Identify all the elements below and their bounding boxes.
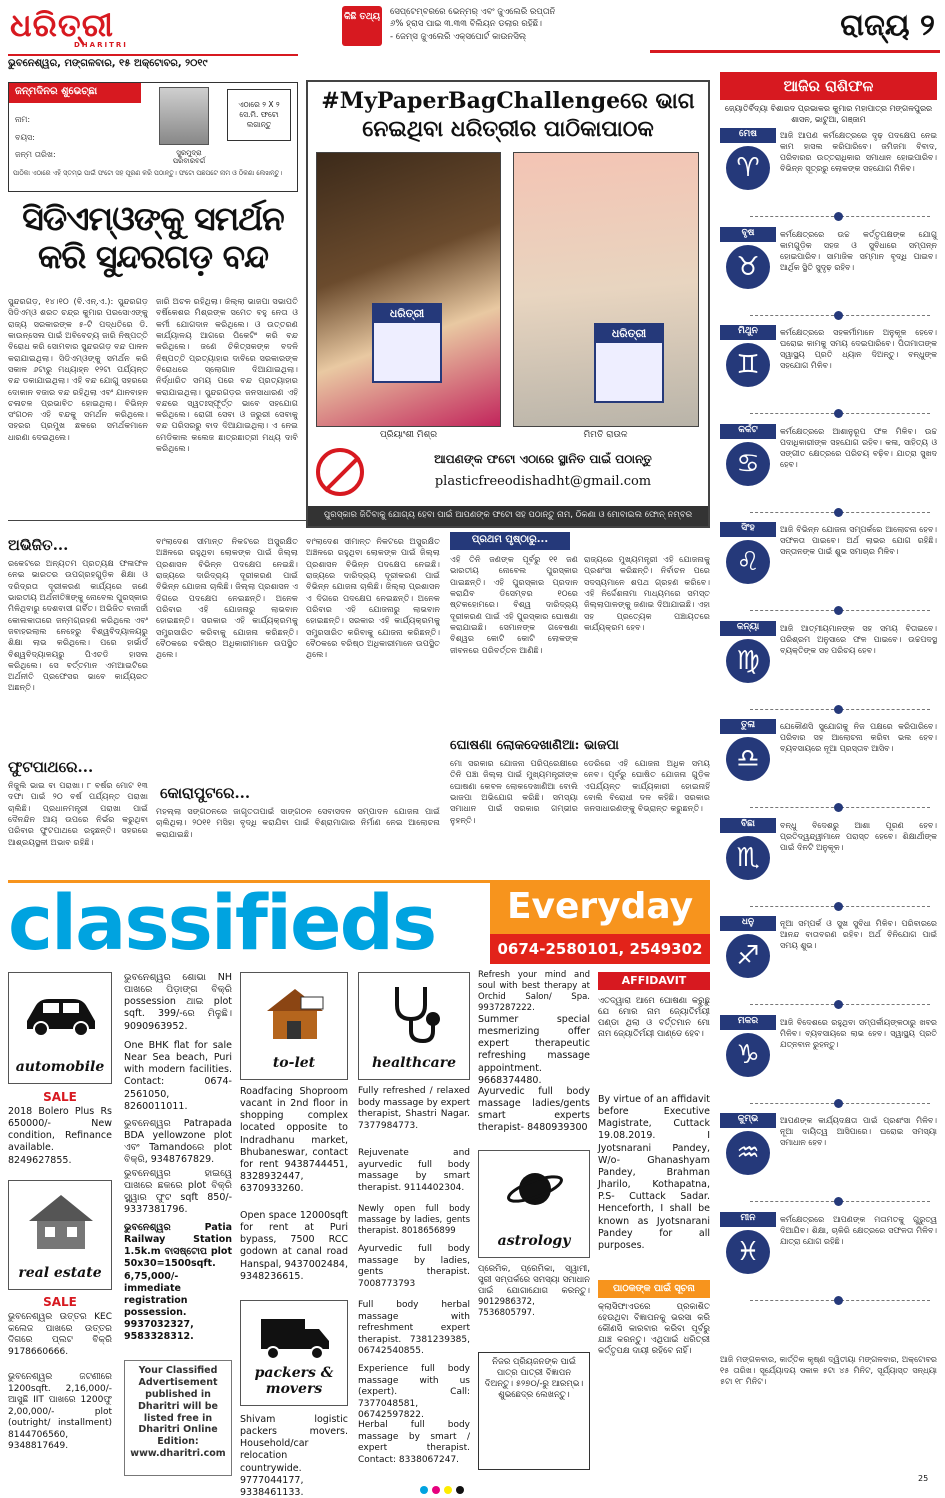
birthday-field: ନାମ: (15, 115, 31, 124)
zodiac-name: ସିଂହ (720, 522, 776, 537)
koraput-title: କୋରାପୁଟରେ... (160, 784, 251, 802)
promo-send-text: ଆପଣଙ୍କ ଫଟୋ ଏଠାରେ ସ୍ଥାନିତ ପାଇଁ ପଠାନ୍ତୁ (434, 452, 652, 466)
zodiac-text: ଆଜି ବିଭିନ୍ନ ଯୋଜନା ସମ୍ପର୍କରେ ଆଲୋଚନା ହେବ। ସଫଳତା ପାଇବେ। ଅର୍ଥ ଲାଭର ଯୋଗ ରହିଛି। ସନ୍ତାନଙ୍କ ପାଇଁ ଶୁଭ ସମାଚାର ମିଳିବ। (780, 525, 937, 557)
online-edition-note: Your Classified Advertisement published in Dharitri will be listed free in Dharitri Online Edition: www.dharitri.com (124, 1360, 232, 1476)
lead-column-1: ସୁନ୍ଦରଗଡ଼, ୧୪।୧୦ (ବି.ଏନ୍.ଏ.): ସୁନ୍ଦରଗଡ଼ ସିଡିଏମ୍‌ଓ ଶରତ ଚନ୍ଦ୍ର କୁମାର ପରସୋଏଙ୍କୁ ରାଜ୍ୟ ସରକାରଙ୍କ ୫-ଟି ପଦ୍ଧତିରେ ଡି. କାଉନ୍ସେଲ ପାଇଁ ଅବିବେଚ୍ୟ ଜାରି ନିଷ୍ପତ୍ତି ବିରୋଧ କରି ସୋମବାର ସୁନ୍ଦରଗଡ଼ ବନ୍ଦ ପାଳନ କରାଯାଇଥିଲା। ସିଡିଏମ୍‌ଓଙ୍କୁ ସମର୍ଥନ କରି ସକାଳ ୬ଟାରୁ ମଧ୍ୟାହ୍ନ ୧୨ଟା ପର୍ଯ୍ୟନ୍ତ ବନ୍ଦ ଡକାଯାଇଥିଲା। ଏହି ବନ୍ଦ ଯୋଗୁ ସହରରେ ଦୋକାନ ବଜାର ବନ୍ଦ ରହିଥିଲା ଏବଂ ଯାନବାହନ ଚଳାଚଳ ପ୍ରଭାବିତ ହୋଇଥିଲା। ବିଭିନ୍ନ ସଂଗଠନ ଏହି ବନ୍ଦକୁ ସମର୍ଥନ କରିଥିଲେ। ସହରର ପ୍ରମୁଖ ଛକରେ ସମର୍ଥକମାନେ ଧାରଣା ଦେଇଥିଲେ। (8, 296, 148, 442)
zodiac-divider-dot (834, 1000, 843, 1009)
classified-ad: Experience full body massage with us (expert). Call: 7377048581, 06742597822. (358, 1364, 470, 1421)
zodiac-symbol-icon: ♈ (726, 146, 770, 190)
facts-line: - ଜେମ୍ସ ଜୁଏଲେରି ଏକ୍ସପୋର୍ଟ କାଉନସିଲ୍ (390, 31, 527, 42)
truck-icon (259, 1315, 331, 1361)
zodiac-name: ଧନୁ (720, 916, 776, 931)
birthday-photo (159, 87, 209, 145)
color-registration-bar (0, 1484, 945, 1498)
car-icon (21, 987, 101, 1037)
promo-footer: ପୁରସ୍କାର ଜିତିବାକୁ ଯୋଗ୍ୟ ହେବା ପାଇଁ ଆପଣଙ୍କ ଫଟୋ ସହ ପଠାନ୍ତୁ ନାମ, ଠିକଣା ଓ ମୋବାଇଲ ଫୋନ୍ ନମ୍ବର (308, 506, 708, 526)
to-let-house-icon (263, 983, 327, 1043)
footpath-text: ନିଜୁଲି ଭାଇ ବା ପରାଖା। ୮ ବର୍ଷର ମୋଟ ୧୩ ଦଫା ପାଇଁ ୨୦ ବର୍ଷ ପର୍ଯ୍ୟନ୍ତ ପରାଖା ଚାଲିଛି। ପ୍ରଧାନମନ୍ତ୍ରୀ ପରାଖା ପାଇଁ ଦୈନନ୍ଦିନ ଆୟ ଉପରେ ନିର୍ଭର କରୁଥିବା ପରିବାର ଫୁଟପାଥରେ ରହୁଛନ୍ତି। ସହରରେ ଆଶ୍ରୟସ୍ଥଳୀ ଅଭାବ ରହିଛି। (8, 780, 148, 847)
zodiac-text: ଆଜି ଆତ୍ମୀୟମାନଙ୍କ ସହ ସମୟ ବିତାଇବେ। ପରିଶ୍ରମ ଅନୁସାରେ ଫଳ ପାଇବେ। ଉଚ୍ଚପଦସ୍ଥ ବ୍ୟକ୍ତିଙ୍କ ସହ ପରିଚୟ ହେବ। (780, 623, 937, 655)
classified-ad: ପ୍ରେମିକ, ପ୍ରେମିକା, ସ୍ୱାମୀ, ସ୍ତ୍ରୀ ସମ୍ପର୍କରେ ସମସ୍ୟା ସମାଧାନ ପାଇଁ ଯୋଗାଯୋଗ କରନ୍ତୁ। 9012986372, 7536805797. (478, 1264, 590, 1318)
zodiac-name: କର୍କଟ (720, 424, 776, 439)
zodiac-name: ତୁଳା (720, 719, 776, 734)
lead-headline: ସିଡିଏମ୍‌ଓଙ୍କୁ ସମର୍ଥନ କରି ସୁନ୍ଦରଗଡ଼ ବନ୍ଦ (22, 199, 284, 276)
real-estate-box (8, 1180, 112, 1290)
zodiac-entry (720, 128, 937, 224)
paper-bag-icon: ଧରିତ୍ରୀ (594, 323, 664, 403)
readers-note-title: ପାଠକଙ୍କ ପାଇଁ ସୂଚନା (598, 1280, 710, 1298)
promo-email[interactable]: plasticfreeodishadht@gmail.com (434, 474, 652, 489)
to-let-label: to-let (272, 1055, 316, 1071)
zodiac-entry (720, 325, 937, 421)
classified-ad: Herbal full body massage by smart / expert therapist. Contact: 8338067247. (358, 1420, 470, 1465)
zodiac-text: ଆଜି ଆପଣ କର୍ମକ୍ଷେତ୍ରରେ ଦୃଢ଼ ପଦକ୍ଷେପ ନେଇ କାମ ହାସଲ କରିପାରିବେ। ଜମିଜମା ବିବାଦ, ପରିବାରର ଉତ୍ତରାଧିକାର ସମାଧାନ ହୋଇପାରିବ। ବିଭିନ୍ନ ସୂତ୍ରରୁ ଲୋକଙ୍କ ସହଯୋଗ ମିଳିବ। (780, 131, 937, 174)
classified-ad: One BHK flat for sale Near Sea beach, Puri with modern facilities. Contact: 0674-2561050, 8260011011. (124, 1040, 232, 1112)
automobile-label: automobile (15, 1059, 105, 1075)
middle-column-2: ବାଂଲାଦେଶ ସୀମାନ୍ତ ନିକଟରେ ଅସୁରକ୍ଷିତ ଅଞ୍ଚଳରେ ରହୁଥିବା ଲୋକଙ୍କ ପାଇଁ ଜିଲ୍ଲା ପ୍ରଶାସନ ବିଭିନ୍ନ ପଦକ୍ଷେପ ନେଇଛି। ରାଜ୍ୟରେ ଦାରିଦ୍ର୍ୟ ଦୂରୀକରଣ ପାଇଁ ବିଭିନ୍ନ ଯୋଜନା ଚାଲିଛି। ଜିଲ୍ଲା ପ୍ରଶାସନ ଏ ଦିଗରେ ପଦକ୍ଷେପ ନେଇଛନ୍ତି। ଅନେକ ପରିବାର ଏହି ଯୋଜନାରୁ ଲାଭବାନ ହୋଇଛନ୍ତି। ସରକାର ଏହି କାର୍ଯ୍ୟକ୍ରମକୁ ସମ୍ପ୍ରସାରିତ କରିବାକୁ ଯୋଜନା କରିଛନ୍ତି। ବୈଠକରେ ବରିଷ୍ଠ ଅଧିକାରୀମାନେ ଉପସ୍ଥିତ ଥିଲେ। (306, 536, 440, 660)
dharitri-logo: ଧରିତ୍ରୀ DHARITRI (10, 6, 128, 49)
ghoshana-title: ଘୋଷଣା ଲୋକଦେଖାଣିଆ: ଭାଜପା (450, 738, 619, 753)
zodiac-symbol-icon: ♉ (726, 245, 770, 289)
horoscope-title: ଆଜିର ରାଶିଫଳ (720, 72, 937, 100)
page-number: 25 (918, 1474, 929, 1483)
facts-text (390, 6, 640, 43)
classified-ad: Full body herbal massage with refreshment expert therapist. 7381239385, 06742540855. (358, 1300, 470, 1357)
panchang-text: ଆଜି ମଙ୍ଗଳବାର, କାର୍ତ୍ତିକ କୃଷ୍ଣ ଦ୍ୱିତୀୟା ମଙ୍ଗଳବାର, ଅକ୍ଟୋବର ୧୫ ତାରିଖ। ସୂର୍ଯ୍ୟୋଦୟ ସକାଳ ୫ଟା ୪୫ ମିନିଟ, ସୂର୍ଯ୍ୟାସ୍ତ ସନ୍ଧ୍ୟା ୫ଟା ୧୮ ମିନିଟ। (720, 1355, 937, 1387)
dateline: ଭୁବନେଶ୍ୱର, ମଙ୍ଗଳବାର, ୧୫ ଅକ୍ଟୋବର, ୨୦୧୯ (8, 54, 298, 72)
zodiac-symbol-icon: ♒ (726, 1131, 770, 1175)
zodiac-divider-dot (834, 508, 843, 517)
zodiac-text: କର୍ମକ୍ଷେତ୍ରରେ ଆଶାନୁରୂପ ଫଳ ମିଳିବ। ଉଚ୍ଚ ପଦାଧିକାରୀଙ୍କ ସହଯୋଗ ରହିବ। କଳା, ସାହିତ୍ୟ ଓ ସଙ୍ଗୀତ କ୍ଷେତ୍ରରେ ପରିଚୟ ବଢ଼ିବ। ଯାତ୍ରା ସୁଖଦ ହେବ। (780, 426, 937, 469)
classified-ad: Open space 12000sqft for rent at Puri bypass, 7500 RCC godown at canal road Hanspal, 9437002484, 9348236615. (240, 1210, 348, 1282)
zodiac-divider-dot (834, 311, 843, 320)
zodiac-name: କୁମ୍ଭ (720, 1113, 776, 1128)
zodiac-text: ନୂଆ ସମ୍ପର୍କ ଓ ସୁଖ ସୁବିଧା ମିଳିବ। ପରିବାରରେ ଆନନ୍ଦ ବାତାବରଣ ରହିବ। ଅର୍ଥ ବିନିଯୋଗ ପାଇଁ ସମୟ ଶୁଭ। (780, 919, 937, 951)
affidavit-title: AFFIDAVIT (598, 972, 710, 990)
paper-bag-promo (306, 80, 710, 528)
classified-ad: ନିଜର ପ୍ରିୟଜନଙ୍କ ପାଇଁ ପାତ୍ର ପାତ୍ରୀ ବିଜ୍ଞାପନ ଦିଅନ୍ତୁ। ୫୨୭୦/-ରୁ ଆରମ୍ଭ। ଶୁଭଛେଦ୍ର ଲେଖନ୍ତୁ। (478, 1352, 590, 1470)
zodiac-divider-dot (834, 212, 843, 221)
reader-photo (513, 152, 699, 427)
zodiac-divider-dot (834, 803, 843, 812)
birthday-field: ବୟସ: (15, 132, 35, 142)
zodiac-divider-dot (834, 409, 843, 418)
section-rule (650, 50, 940, 53)
middle-column: ବାଂଲାଦେଶ ସୀମାନ୍ତ ନିକଟରେ ଅସୁରକ୍ଷିତ ଅଞ୍ଚଳରେ ରହୁଥିବା ଲୋକଙ୍କ ପାଇଁ ଜିଲ୍ଲା ପ୍ରଶାସନ ବିଭିନ୍ନ ପଦକ୍ଷେପ ନେଇଛି। ରାଜ୍ୟରେ ଦାରିଦ୍ର୍ୟ ଦୂରୀକରଣ ପାଇଁ ବିଭିନ୍ନ ଯୋଜନା ଚାଲିଛି। ଜିଲ୍ଲା ପ୍ରଶାସନ ଏ ଦିଗରେ ପଦକ୍ଷେପ ନେଇଛନ୍ତି। ଅନେକ ପରିବାର ଏହି ଯୋଜନାରୁ ଲାଭବାନ ହୋଇଛନ୍ତି। ସରକାର ଏହି କାର୍ଯ୍ୟକ୍ରମକୁ ସମ୍ପ୍ରସାରିତ କରିବାକୁ ଯୋଜନା କରିଛନ୍ତି। ବୈଠକରେ ବରିଷ୍ଠ ଅଧିକାରୀମାନେ ଉପସ୍ଥିତ ଥିଲେ। (156, 536, 298, 660)
horoscope-subtitle: ଜ୍ୟୋତିର୍ବିଦ୍ୟା ବିଶାରଦ ପ୍ରଭାକର କୁମାର ମହାପାତ୍ର ମଙ୍ଗଳପୁରର ଶାସନ, ଭାଟୁଆ, ଗଞ୍ଜାମ (724, 104, 933, 124)
zodiac-entry (720, 1212, 937, 1308)
photo-caption: ପ୍ରିୟାଂଶୀ ମିଶ୍ର (379, 430, 438, 440)
zodiac-entry (720, 1015, 937, 1111)
birthday-box (8, 82, 298, 192)
facts-line: ସେପ୍ଟେମ୍ବରରେ ଭେନ୍ମର୍ ଏବଂ ଜୁଏଲେରି ରପ୍ତାନି (390, 7, 556, 17)
zodiac-text: କର୍ମକ୍ଷେତ୍ରରେ ଉଚ୍ଚ କର୍ତ୍ତୃପକ୍ଷଙ୍କ ଯୋଗୁ କାମଗୁଡ଼ିକ ସହଜ ଓ ସୁବିଧାରେ ସମ୍ପନ୍ନ ହୋଇପାରିବ। ସାମାଜିକ ସମ୍ମାନ ବୃଦ୍ଧି ପାଇବ। ଆର୍ଥିକ ସ୍ଥିତି ସୁଦୃଢ଼ ରହିବ। (780, 229, 937, 272)
zodiac-divider-dot (834, 902, 843, 911)
everyday-label: Everyday (490, 882, 710, 934)
section-title: ରାଜ୍ୟ ୨ (840, 8, 935, 43)
astrology-box (478, 1150, 590, 1258)
birthday-photo-caption: ସୁରମୁଦ୍ରା ପରିବାରବର୍ଗ (172, 149, 206, 166)
zodiac-divider-dot (834, 1197, 843, 1206)
planet-icon (505, 1159, 565, 1219)
zodiac-text: ଆଜି ବିଦେଶରେ ରହୁଥିବା ସମ୍ପର୍କୀୟଙ୍କଠାରୁ ଖବର ମିଳିବ। ବ୍ୟବସାୟରେ ଲାଭ ହେବ। ସ୍ୱାସ୍ଥ୍ୟ ପ୍ରତି ଯତ୍ନବାନ ରୁହନ୍ତୁ। (780, 1017, 937, 1049)
zodiac-symbol-icon: ♍ (726, 639, 770, 683)
packers-box (240, 1300, 348, 1406)
to-let-box (240, 972, 348, 1080)
registration-dot (456, 1486, 464, 1494)
classified-ad: Summer special mesmerizing offer expert therapeutic refreshing massage appointment. 9668374480. (478, 1014, 590, 1086)
zodiac-symbol-icon: ♋ (726, 442, 770, 486)
pratham-title: ପ୍ରଥମ ପୃଷ୍ଠାରୁ... (450, 532, 570, 550)
zodiac-entry (720, 227, 937, 323)
birthday-fields (15, 111, 145, 164)
abhijit-title: ଅଭିଜିତ... (8, 536, 69, 554)
zodiac-text: ଆପଣଙ୍କ କାର୍ଯ୍ୟଦକ୍ଷତା ପାଇଁ ପ୍ରଶଂସା ମିଳିବ। ନୂଆ ଦାୟିତ୍ୱ ଆସିପାରେ। ଘରୋଇ ସମସ୍ୟା ସମାଧାନ ହେବ। (780, 1116, 937, 1148)
koraput-text: ମହଲ୍ଲା ସଙ୍ଗଠନରେ ଜାଗୃତତାପାଇଁ ସାଙ୍ଗଠନ ସେବାସଦନ ସମ୍ପାଦନ ଯୋଜନା ପାଇଁ ଚାଲିଥିଲା। ୨୦୧୧ ମସିହା ବୃଦ୍ଧି କରାଯିବା ପାଇଁ ବିଶ୍ରାମାଗାର ନିର୍ମାଣ ନେଇ ଆଲୋଚନା କରାଯାଇଛି। (156, 806, 440, 839)
registration-dot (420, 1486, 428, 1494)
classified-ad: Shivam logistic packers movers. Household/car relocation countrywide. 9777044177, 9338461133. (240, 1414, 348, 1498)
zodiac-entry (720, 621, 937, 717)
classified-ad: Ayurvedic full body massage by ladies, gents therapist. 7008773793 (358, 1244, 470, 1289)
zodiac-text: କର୍ମକ୍ଷେତ୍ରରେ ଆପଣଙ୍କ ମତାମତକୁ ଗୁରୁତ୍ୱ ଦିଆଯିବ। ଶିକ୍ଷା, ଚାକିରି କ୍ଷେତ୍ରରେ ସଫଳତା ମିଳିବ। ଯାତ୍ରା ଯୋଗ ରହିଛି। (780, 1214, 937, 1246)
zodiac-entry (720, 818, 937, 914)
zodiac-entry (720, 719, 937, 815)
ghoshana-column-2: ଡେରିରେ ଏହି ଯୋଜନା ଅଧିକ ସମୟ ନେବ। ପୂର୍ବରୁ ଘୋଷିତ ଯୋଜନା ଗୁଡ଼ିକ ଏପର୍ଯ୍ୟନ୍ତ କାର୍ଯ୍ୟକାରୀ ହୋଇନାହିଁ ବୋଲି ବିରୋଧୀ ଦଳ କହିଛି। ସରକାର ଜନସାଧାରଣଙ୍କୁ ବିଭ୍ରାନ୍ତ କରୁଛନ୍ତି। (584, 758, 710, 814)
affidavit-odia: ଏତଦ୍ୱାରା ଆମେ ଘୋଷଣା କରୁଛୁ ଯେ ମୋର ନାମ ଜ୍ୟୋତିର୍ମୟୀ ପଣ୍ଡା ଥିଲା ଓ ବର୍ତ୍ତମାନ ମୋ ନାମ ଜ୍ୟୋତିର୍ମୟୀ ପାଣ୍ଡେ ହେବ। (598, 996, 710, 1039)
sale-label: SALE (43, 1295, 77, 1309)
promo-title: #MyPaperBagChallengeରେ ଭାଗ ନେଇଥିବା ଧରିତ୍ରୀର ପାଠିକାପାଠକ (321, 88, 695, 142)
stethoscope-icon (389, 983, 443, 1045)
zodiac-entry (720, 1113, 937, 1209)
sale-label: SALE (43, 1090, 77, 1104)
classified-ad: Rejuvenate and ayurvedic full body massage by smart therapist. 9114402304. (358, 1148, 470, 1193)
astrology-label: astrology (497, 1233, 571, 1249)
reader-photo (316, 152, 501, 427)
zodiac-text: ବନ୍ଧୁ ବିଦେଶରୁ ଆଶା ପୂରଣ ହେବ। ପ୍ରତିଦ୍ୱନ୍ଦ୍ୱୀମାନେ ପରାସ୍ତ ହେବେ। ଶିକ୍ଷାର୍ଥୀଙ୍କ ପାଇଁ ଦିନଟି ଅନୁକୂଳ। (780, 820, 937, 852)
facts-line: ୬% ହ୍ରାସ ପାଇ ୩.୩୩ ବିଲିୟନ ଡଲାର ରହିଛି। (390, 19, 542, 30)
zodiac-symbol-icon: ♎ (726, 737, 770, 781)
zodiac-name: ବିଛା (720, 818, 776, 833)
healthcare-label: healthcare (372, 1055, 456, 1071)
zodiac-text: ଯେକୌଣସି ସୁଯୋଗକୁ ନିଜ ପକ୍ଷରେ କରିପାରିବେ। ପରିବାର ସହ ଆଲୋଚନା କରିବା ଭଲ ହେବ। ବ୍ୟବସାୟରେ ନୂଆ ପ୍ରସ୍ତାବ ଆସିବ। (780, 722, 937, 754)
classified-ad: ଭୁବନେଶ୍ୱର Patrapada BDA yellowzone plot ଏବଂ Tamandoରେ plot ବିକ୍ରି, 9348767829. (124, 1118, 232, 1166)
zodiac-entry (720, 916, 937, 1012)
classified-ad: Newly open full body massage by ladies, gents therapist. 8018656899 (358, 1204, 470, 1236)
classified-ad: Ayurvedic full body massage ladies/gents smart experts therapist- 8480939300 (478, 1086, 590, 1134)
classified-ad: Roadfacing Shoproom vacant in 2nd floor in shopping complex located opposite to Indradhanu market, Bhubaneswar, contact for rent 9438744451, 8328932447, 6370933260. (240, 1086, 348, 1195)
birthday-photo-frame: ଏଠାରେ ୨ X ୨ ସେ.ମି. ଫଟୋ ଲଗାନ୍ତୁ (227, 89, 291, 141)
classified-ad: Refresh your mind and soul with best therapy at Orchid Salon/ Spa. 9937287222. (478, 970, 590, 1013)
registration-dot (432, 1486, 440, 1494)
automobile-box (8, 972, 112, 1084)
zodiac-name: ବୃଷ (720, 227, 776, 242)
readers-note-text: କ୍ଲାସିଫାଏଡରେ ପ୍ରକାଶିତ ହେଉଥିବା ବିଜ୍ଞାପନକୁ ଭରସା କରି କୌଣସି କାରବାର କରିବା ପୂର୍ବରୁ ଯାଞ୍ଚ କରନ୍ତୁ। ଏଥିପାଇଁ ଧରିତ୍ରୀ କର୍ତ୍ତୃପକ୍ଷ ଦାୟୀ ରହିବେ ନାହିଁ। (598, 1302, 710, 1356)
zodiac-text: କର୍ମକ୍ଷେତ୍ରରେ ସହକର୍ମୀମାନେ ଅନୁକୂଳ ହେବେ। ଘରୋଇ କାମକୁ ସମୟ ଦେଇପାରିବେ। ପିତାମାତାଙ୍କ ସ୍ୱାସ୍ଥ୍ୟ ପ୍ରତି ଧ୍ୟାନ ଦିଅନ୍ତୁ। ବନ୍ଧୁଙ୍କ ସହଯୋଗ ମିଳିବ। (780, 328, 937, 371)
facts-badge: କିଛି ତଥ୍ୟ (342, 6, 382, 46)
zodiac-name: ମିଥୁନ (720, 325, 776, 340)
paper-bag-icon: ଧରିତ୍ରୀ (372, 303, 442, 383)
ghoshana-column-1: ମୋ ସରକାର ଯୋଜନା ପରିପ୍ରେକ୍ଷୀରେ ତିନି ପଞ୍ଚା ଜିଲ୍ଲା ପାଇଁ ମୁଖ୍ୟମନ୍ତ୍ରୀଙ୍କ ଘୋଷଣା କେବଳ ଲୋକଦେଖାଣିଆ ବୋଲି ଭାଜପା ଅଭିଯୋଗ କରିଛି। ସମସ୍ୟା ସମାଧାନ ପାଇଁ ସରକାର ଗମ୍ଭୀର ନୁହନ୍ତି। (450, 758, 578, 825)
birthday-note: ପାଠିକା ଏଠାରେ ଏହି ସ୍ତମ୍ଭ ପାଇଁ ଫଟୋ ସହ ପୂରଣ କରି ପଠାନ୍ତୁ। ଫଟୋ ପଛପଟେ ନାମ ଓ ଠିକଣା ଲେଖନ୍ତୁ। (13, 169, 283, 177)
zodiac-symbol-icon: ♊ (726, 343, 770, 387)
zodiac-symbol-icon: ♑ (726, 1033, 770, 1077)
photo-caption: ମିମତି ରାଉଳ (583, 430, 628, 440)
classifieds-phones: 0674-2580101, 2549302 (490, 934, 710, 964)
classified-ad: ଭୁବନେଶ୍ୱର ଉତ୍ତର KEC କଲେଜ ପାଖରେ ଉତ୍ତର ଦିଗରେ ପ୍ଲଟ ବିକ୍ରି 9178660666. (8, 1312, 112, 1357)
pratham-column-2: ରାଜ୍ୟରେ ମୁଖ୍ୟମନ୍ତ୍ରୀ ଏହି ଯୋଜନାକୁ ପ୍ରଶଂସା କରିଛନ୍ତି। ନିର୍ବାଚନ ପରେ ସଦସ୍ୟମାନେ ଶପଥ ଗ୍ରହଣ କରିବେ। ଏହି ନିର୍ଦ୍ଦେଶନାମା ମାଧ୍ୟମରେ ସମସ୍ତ ଜିଲ୍ଲାପାଳଙ୍କୁ ଜଣାଇ ଦିଆଯାଇଛି। ଏହା ସହ ପ୍ରତ୍ୟେକ ପଞ୍ଚାୟତରେ କାର୍ଯ୍ୟକ୍ରମ ହେବ। (584, 554, 710, 632)
zodiac-name: ମକର (720, 1015, 776, 1030)
zodiac-symbol-icon: ♌ (726, 540, 770, 584)
zodiac-divider-dot (834, 606, 843, 615)
real-estate-label: real estate (18, 1265, 102, 1281)
registration-dot (444, 1486, 452, 1494)
classified-ad: 2018 Bolero Plus Rs 650000/- New condition, Refinance available. 8249627855. (8, 1106, 112, 1166)
zodiac-symbol-icon: ♐ (726, 934, 770, 978)
birthday-title: ଜନ୍ମଦିନର ଶୁଭେଚ୍ଛା (9, 83, 141, 103)
zodiac-symbol-icon: ♏ (726, 836, 770, 880)
classifieds-word: classifieds (8, 878, 436, 967)
house-icon (25, 1191, 97, 1251)
page-number-top: ୨ (920, 8, 935, 43)
lead-column-2: ଜାରି ଅଚଳ ରହିଥିଲା। ଜିଲ୍ଲା ଭାଜପା ସଭାପତି ବର୍ଷିକେଶର ମିଶ୍ରଙ୍କ ସମେତ ବହୁ ନେତା ଓ କର୍ମୀ ଯୋଗଦାନ କରିଥିଲେ। ଓ ଉତ୍ତରଣ କାର୍ଯ୍ୟାଳୟ ଆଗରେ ପିକେଟିଂ କରି ବନ୍ଦ କରିଥିଲେ। ଜଣେ ଚିକିତ୍ସକଙ୍କ ବଦଳି ନିଷ୍ପତ୍ତି ପ୍ରତ୍ୟାହାର ଦାବିରେ ସରକାରଙ୍କ ବିରୋଧରେ ସ୍ଲୋଗାନ ଦିଆଯାଇଥିଲା। ନିର୍ଦ୍ଧାରିତ ସମୟ ପରେ ବନ୍ଦ ପ୍ରତ୍ୟାହାର କରାଯାଇଥିଲା। ସୁନ୍ଦରଗଡ଼ର ଜନସାଧାରଣ ଏହି ବନ୍ଦରେ ସ୍ୱତଃସ୍ଫୂର୍ତ୍ତ ଭାବେ ସହଯୋଗ କରିଥିଲେ। ରୋଗୀ ସେବା ଓ ଜରୁରୀ ସେବାକୁ ବନ୍ଦ ପରିସରରୁ ବାଦ ଦିଆଯାଇଥିଲା। ଏ ନେଇ ମେଡିକାଲ କଲେଜ ଛାତ୍ରଛାତ୍ରୀ ମଧ୍ୟ ଦାବି କରିଥିଲେ। (156, 296, 298, 454)
packers-label: packers & movers (254, 1365, 334, 1397)
zodiac-name: କନ୍ୟା (720, 621, 776, 636)
classified-ad: Fully refreshed / relaxed body massage by expert therapist, Shastri Nagar. 7377984773. (358, 1086, 470, 1131)
zodiac-divider-dot (834, 1296, 843, 1305)
zodiac-symbol-icon: ♓ (726, 1230, 770, 1274)
birthday-field: ଜନ୍ମ ତାରିଖ: (15, 150, 56, 160)
zodiac-name: ମେଷ (720, 128, 776, 143)
zodiac-divider-dot (834, 1099, 843, 1108)
zodiac-divider-dot (834, 705, 843, 714)
zodiac-entry (720, 522, 937, 618)
classified-ad: ଭୁବନେଶ୍ୱର Patia Railway Station 1.5k.m ବାସଷ୍ଟୋପ plot 50x30=1500sqft. 6,75,000/- immediate registration possession. 9937032327, 9583328312. (124, 1222, 232, 1343)
classified-ad: ଭୁବନେଶ୍ୱର ହାଇୱେ ପାଖରେ ଛକରେ plot ବିକ୍ରି ସ୍କ୍ୱାର ଫୁଟ sqft 850/- 9337381796. (124, 1168, 232, 1216)
classifieds-banner (8, 878, 710, 967)
zodiac-name: ମୀନ (720, 1212, 776, 1227)
classified-ad: ଭୁବନେଶ୍ୱର ଜଟଣୀରେ 1200sqft. 2,16,000/- ଆସୁଛି IIT ପାଖରେ 1200ଫୁ 2,00,000/- plot (outright/ installment) 8144706560, 9348817649. (8, 1372, 112, 1452)
abhijit-text: ରକେଟରେ ଅନ୍ୟତମ ପ୍ରତ୍ୟକ୍ଷ ଫଳାଫଳ ନେଇ ଭାରତର ଉପଗ୍ରହଗୁଡ଼ିକ ଶିକ୍ଷା ଓ ଦରିଦ୍ରତା ଦୂରୀକରଣ କାର୍ଯ୍ୟରେ ଜଣେ ଭାରତୀୟ ଅର୍ଥନୀତିଜ୍ଞଙ୍କୁ ନୋବେଲ ପୁରସ୍କାର ମିଳିଥିବାରୁ ଦେଶବାସୀ ଗର୍ବିତ। ଅଭିଜିତ ବାନାର୍ଜୀ କୋଲକାତାରେ ଜନ୍ମଗ୍ରହଣ କରିଥିଲେ ଏବଂ ଜବାହରଲାଲ ନେହେରୁ ବିଶ୍ୱବିଦ୍ୟାଳୟରୁ ଶିକ୍ଷା ଲାଭ କରିଥିଲେ। ପରେ ହାର୍ଭାର୍ଡ ବିଶ୍ୱବିଦ୍ୟାଳୟରୁ ପିଏଚଡି ହାସଲ କରିଥିଲେ। ସେ ବର୍ତ୍ତମାନ ଏମଆଇଟିରେ ଅର୍ଥନୀତି ପ୍ରଫେସର ଭାବେ କାର୍ଯ୍ୟରତ ଅଛନ୍ତି। (8, 558, 148, 693)
no-plastic-icon (316, 448, 364, 496)
classified-ad: ଭୁବନେଶ୍ୱର ଶୋଭା NH ପାଖରେ ପିଡ଼ାଙ୍ଗ ବିକ୍ରି possession ଥାଇ plot sqft. 399/-ରେ ମିଳୁଛି। 9090963952. (124, 972, 232, 1032)
zodiac-entry (720, 424, 937, 520)
pratham-column-1: ଏହି ତିନି ଜଣଙ୍କ ପୂର୍ବରୁ ୧୧ ଜଣ ଭାରତୀୟ ନୋବେଲ ପୁରସ୍କାର ପାଇଛନ୍ତି। ଏହି ପୁରସ୍କାର ପ୍ରଦାନ କରାଯିବ ଡିସେମ୍ବର ୧୦ରେ ଷ୍ଟକହୋମରେ। ବିଶ୍ୱ ଦାରିଦ୍ର୍ୟ ଦୂରୀକରଣ ପାଇଁ ଏହି ପୁରସ୍କାର ଘୋଷଣା କରାଯାଇଛି। ସେମାନଙ୍କ ଗବେଷଣା ବିଶ୍ୱର କୋଟି କୋଟି ଲୋକଙ୍କ ଜୀବନରେ ପରିବର୍ତ୍ତନ ଆଣିଛି। (450, 554, 578, 655)
healthcare-box (358, 972, 470, 1080)
affidavit-english: By virtue of an affidavit before Executive Magistrate, Cuttack 19.08.2019. I Jyotsnarani Pandey, W/o- Ghanashyam Pandey, Brahman Jharilo, Kothapatna, P.S- Cuttack Sadar. Henceforth, I shall be known as Jyotsnarani Pandey for all purposes. (598, 1094, 710, 1251)
footpath-title: ଫୁଟପାଥରେ... (8, 758, 94, 776)
